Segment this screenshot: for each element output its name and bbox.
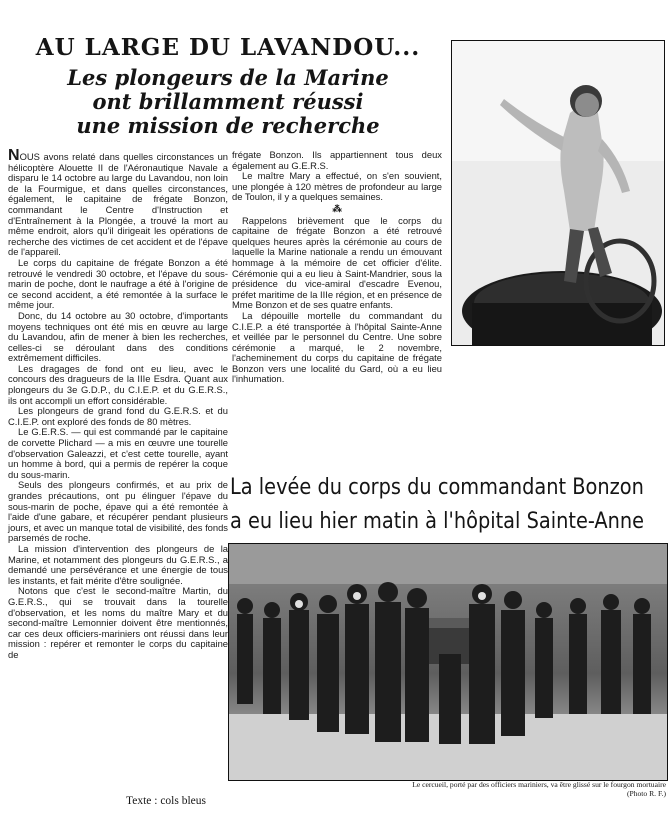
- article-paragraph: Donc, du 14 octobre au 30 octobre, d'importants moyens techniques ont été mis en œuvre au large du Lavandou, afin de mener à bien les recherches, celles-ci se déroulant dans des conditions extrêmement difficiles.: [8, 309, 228, 364]
- article-title: AU LARGE DU LAVANDOU...: [35, 34, 421, 61]
- article-paragraph: Le corps du capitaine de frégate Bonzon a été retrouvé le vendredi 30 octobre, et l'épave du sous-marin de poche, dont le naufrage a été à l'origine de ce second accident, a été remontée à la surface le même jour.: [8, 256, 228, 311]
- funeral-photo: [228, 543, 668, 781]
- article-paragraph: Les plongeurs de grand fond du G.E.R.S. et du C.I.E.P. ont exploré des fonds de 80 mètres.: [8, 405, 228, 427]
- caption-line: (Photo R. F.): [626, 789, 666, 798]
- drop-cap: N: [8, 147, 20, 164]
- diver-photo-graphic: [452, 41, 664, 345]
- subtitle-line: ont brillamment réussi: [92, 89, 364, 114]
- article-paragraph: Rappelons brièvement que le corps du capitaine de frégate Bonzon a été retrouvé quelques heures après la cérémonie au cours de laquelle la Marine nationale a rendu un émouvant hommage à la mémoire de cet officier d'élite. Cérémonie qui a eu lieu à Saint-Mandrier, sous la présidence du vice-amiral d'escadre Evenou, préfet maritime de la IIIe région, et en présence de Mme Bonzon et de ses quatre enfants.: [232, 214, 443, 311]
- headline-line: a eu lieu hier matin à l'hôpital Sainte-Anne: [230, 508, 645, 534]
- funeral-photo-graphic: [229, 544, 667, 780]
- caption-line: Le cercueil, porté par des officiers mariniers, va être glissé sur le fourgon mortuaire: [412, 780, 666, 789]
- article-paragraph: frégate Bonzon. Ils appartiennent tous deux également au G.E.R.S.: [232, 149, 442, 171]
- article-column-1: [8, 147, 228, 661]
- section-separator: ⁂: [332, 202, 342, 214]
- article-paragraph: Notons que c'est le second-maître Martin, du G.E.R.S., qui se trouvait dans la tourelle d'observation, et les noms du maître Mary et du second-maître Lemonnier doivent être mentionnés, car ces deux officiers-mariniers ont réussi dans leur mission : repérer et remonter le corps du capitaine de: [8, 585, 228, 660]
- article-subtitle: [18, 66, 438, 138]
- article-paragraph: [8, 147, 228, 258]
- text-credit: Texte : cols bleus: [126, 795, 206, 807]
- subtitle-line: Les plongeurs de la Marine: [67, 65, 389, 90]
- headline-line: La levée du corps du commandant Bonzon: [230, 474, 644, 500]
- photo-caption: [282, 780, 666, 798]
- second-headline: [230, 470, 645, 538]
- article-paragraph: Les dragages de fond ont eu lieu, avec le concours des dragueurs de la IIIe Esdra. Quant aux plongeurs du 3e G.D.P., du C.I.E.P. et du G.E.R.S., ils ont accompli un effort considérable.: [8, 362, 228, 406]
- article-paragraph-text: OUS avons relaté dans quelles circonstances un hélicoptère Alouette II de l'Aéronautique Navale a disparu le 14 octobre au large du Lavandou, non loin de la Fourmigue, et dans quelles circonstances, également, le capitaine de frégate Bonzon, commandant le Centre d'Instruction et d'Entraînement à la Plongée, a trouvé la mort au même endroit, alors qu'il dirigeait les opérations de recherche des victimes de cet accident et de l'épave de l'appareil.: [8, 151, 228, 258]
- article-paragraph: Seuls des plongeurs confirmés, et au prix de grandes précautions, ont pu élinguer l'épave du sous-marin de poche, épave qui a été remontée à l'aide d'une gabare, et récupérer pendant plusieurs jours, et avec un manque total de visibilité, des fonds parsemés de roche.: [8, 479, 228, 544]
- subtitle-line: une mission de recherche: [76, 113, 380, 138]
- diver-photo: [451, 40, 665, 346]
- article-paragraph: Le G.E.R.S. — qui est commandé par le capitaine de corvette Plichard — a mis en œuvre une tourelle d'observation Galeazzi, et c'est cette tourelle, ayant un homme à bord, qui a permis de repérer la coque du sous-marin.: [8, 426, 228, 480]
- article-paragraph: La dépouille mortelle du commandant du C.I.E.P. a été transportée à l'hôpital Sainte-Anne et veillée par le personnel du Centre. Une sobre cérémonie a marqué, le 2 novembre, l'acheminement du corps du capitaine de frégate Bonzon vers une localité du Gard, où a eu lieu l'inhumation.: [232, 309, 442, 385]
- article-column-2: [232, 150, 442, 385]
- article-paragraph: Le maître Mary a effectué, on s'en souvient, une plongée à 120 mètres de profondeur au large de Toulon, il y a quelques semaines.: [232, 170, 442, 203]
- article-paragraph: La mission d'intervention des plongeurs de la Marine, et notamment des plongeurs du G.E.R.S., a demandé une persévérance et une énergie de tous les instants, et fait mérite d'être soulignée.: [8, 542, 228, 586]
